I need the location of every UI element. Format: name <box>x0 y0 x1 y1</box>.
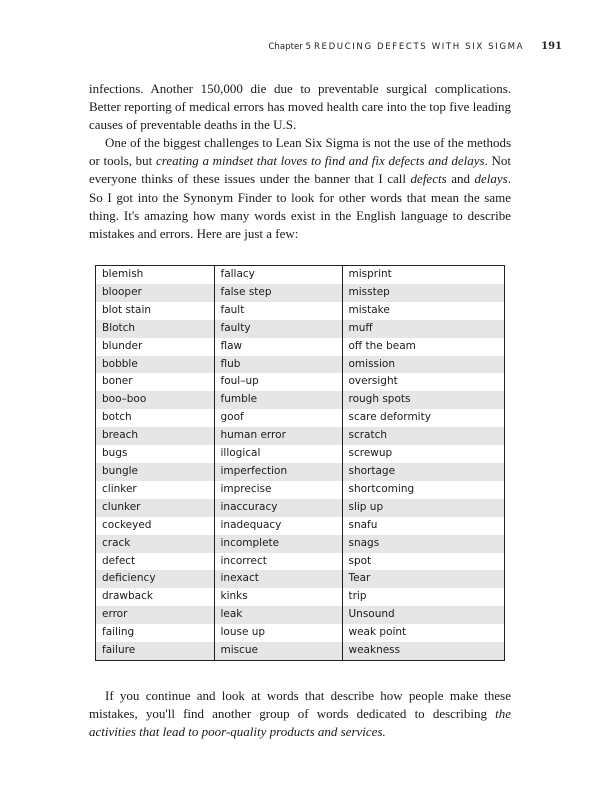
table-cell: fallacy <box>214 266 342 284</box>
table-cell: slip up <box>342 499 504 517</box>
table-cell: clinker <box>96 481 214 499</box>
table-cell: bugs <box>96 445 214 463</box>
table-cell: shortcoming <box>348 482 415 495</box>
table-cell: cockeyed <box>96 517 214 535</box>
table-cell: blemish <box>96 266 214 284</box>
paragraph-2-emphasis-delays: delays <box>474 171 508 187</box>
table-row <box>96 320 504 338</box>
table-row <box>96 302 504 320</box>
table-cell: boner <box>96 373 214 391</box>
table-cell: blooper <box>96 284 214 302</box>
table-cell: inaccuracy <box>214 499 342 517</box>
paragraph-2-text-c: and <box>446 171 475 187</box>
chapter-label: Chapter 5 <box>268 42 311 52</box>
table-cell: fumble <box>214 391 342 409</box>
table-cell: false step <box>214 284 342 302</box>
table-cell: scratch <box>342 427 504 445</box>
table-cell: bobble <box>96 356 214 374</box>
table-cell: miscue <box>214 642 342 660</box>
table-cell: Tear <box>342 570 504 588</box>
table-cell: defect <box>96 553 214 571</box>
table-cell: leak <box>214 606 342 624</box>
table-row <box>96 338 504 356</box>
table-cell: crack <box>96 535 214 553</box>
table-row <box>96 373 504 391</box>
table-row <box>96 642 504 660</box>
table-row <box>96 606 504 624</box>
table-cell: incomplete <box>214 535 342 553</box>
chapter-title: REDUCING DEFECTS WITH SIX SIGMA <box>313 42 525 52</box>
table-cell: failing <box>96 624 214 642</box>
table-cell: flub <box>214 356 342 374</box>
table-cell: screwup <box>348 447 393 460</box>
table-cell: boo–boo <box>96 391 214 409</box>
table-cell: spot <box>348 554 372 567</box>
table-row <box>96 570 504 588</box>
paragraph-2-emphasis-mindset: creating a mindset that loves to find and fix defects and delays <box>155 153 485 169</box>
paragraph-2-text-a: One of the biggest challenges to Lean Six Sigma is not the use of the methods or tools, but <box>89 135 511 169</box>
table-row <box>96 356 504 374</box>
table-cell: bungle <box>96 463 214 481</box>
table-cell: illogical <box>214 445 342 463</box>
table-cell: Unsound <box>342 606 504 624</box>
table-cell: mistake <box>348 303 390 316</box>
table-cell: Blotch <box>96 320 214 338</box>
table-cell: snafu <box>348 518 378 531</box>
table-cell: misprint <box>348 268 392 280</box>
table-cell: blunder <box>96 338 214 356</box>
paragraph-1: infections. Another 150,000 die due to preventable surgical complications. Better reporting of medical errors has moved health care into the top five leading causes of preventable deaths in the U.S. <box>89 81 511 133</box>
synonym-table <box>95 265 505 661</box>
running-head <box>268 41 562 52</box>
table-cell: misstep <box>342 284 504 302</box>
table-row <box>96 481 504 499</box>
table-cell: inexact <box>214 570 342 588</box>
paragraph-3 <box>89 687 511 742</box>
table-cell: weakness <box>342 642 504 660</box>
table-cell: imprecise <box>214 481 342 499</box>
table-row <box>96 445 504 463</box>
table-cell: fault <box>214 302 342 320</box>
paragraph-2-emphasis-defects: defects <box>410 171 447 187</box>
table-cell: shortage <box>342 463 504 481</box>
table-cell: kinks <box>214 588 342 606</box>
table-row <box>96 517 504 535</box>
paragraph-2 <box>89 134 511 243</box>
table-cell: oversight <box>348 375 398 388</box>
table-row <box>96 409 504 427</box>
paragraph-3-emphasis: the activities that lead to poor-quality products and services. <box>89 706 511 740</box>
table-cell: snags <box>342 535 504 553</box>
table-cell: rough spots <box>342 391 504 409</box>
table-cell: louse up <box>214 624 342 642</box>
table-row <box>96 284 504 302</box>
table-cell: trip <box>348 590 367 603</box>
paragraph-2-text-d: . So I got into the Synonym Finder to look for other words that mean the same thing. It's amazing how many words exist in the English language to describe mistakes and errors. Here are just a few: <box>89 171 511 242</box>
table-cell: muff <box>342 320 504 338</box>
table-row <box>96 463 504 481</box>
page-number: 191 <box>541 41 562 52</box>
table-cell: deficiency <box>96 570 214 588</box>
paragraph-3-text: If you continue and look at words that describe how people make these mistakes, you'll find another group of words dedicated to describing <box>89 688 511 722</box>
table-cell: faulty <box>214 320 342 338</box>
table-row <box>96 553 504 571</box>
table-cell: scare deformity <box>348 411 431 424</box>
table-cell: flaw <box>214 338 342 356</box>
table-row <box>96 499 504 517</box>
table-cell: off the beam <box>348 339 416 352</box>
table-cell: failure <box>96 642 214 660</box>
table-row <box>96 535 504 553</box>
table-row <box>96 588 504 606</box>
table-row <box>96 624 504 642</box>
table-row <box>96 427 504 445</box>
table-cell: clunker <box>96 499 214 517</box>
table-cell: drawback <box>96 588 214 606</box>
table-cell: botch <box>96 409 214 427</box>
table-cell: goof <box>214 409 342 427</box>
table-cell: incorrect <box>214 553 342 571</box>
table-row <box>96 266 504 284</box>
table-cell: blot stain <box>96 302 214 320</box>
table-cell: human error <box>214 427 342 445</box>
table-cell: weak point <box>348 626 407 639</box>
table-cell: foul–up <box>214 373 342 391</box>
paragraph-2-text-b: . Not everyone thinks of these issues under the banner that I call <box>89 153 512 187</box>
table-cell: omission <box>342 356 504 374</box>
table-cell: breach <box>96 427 214 445</box>
table-cell: error <box>96 606 214 624</box>
table-cell: imperfection <box>214 463 342 481</box>
table-cell: inadequacy <box>214 517 342 535</box>
table-row <box>96 391 504 409</box>
